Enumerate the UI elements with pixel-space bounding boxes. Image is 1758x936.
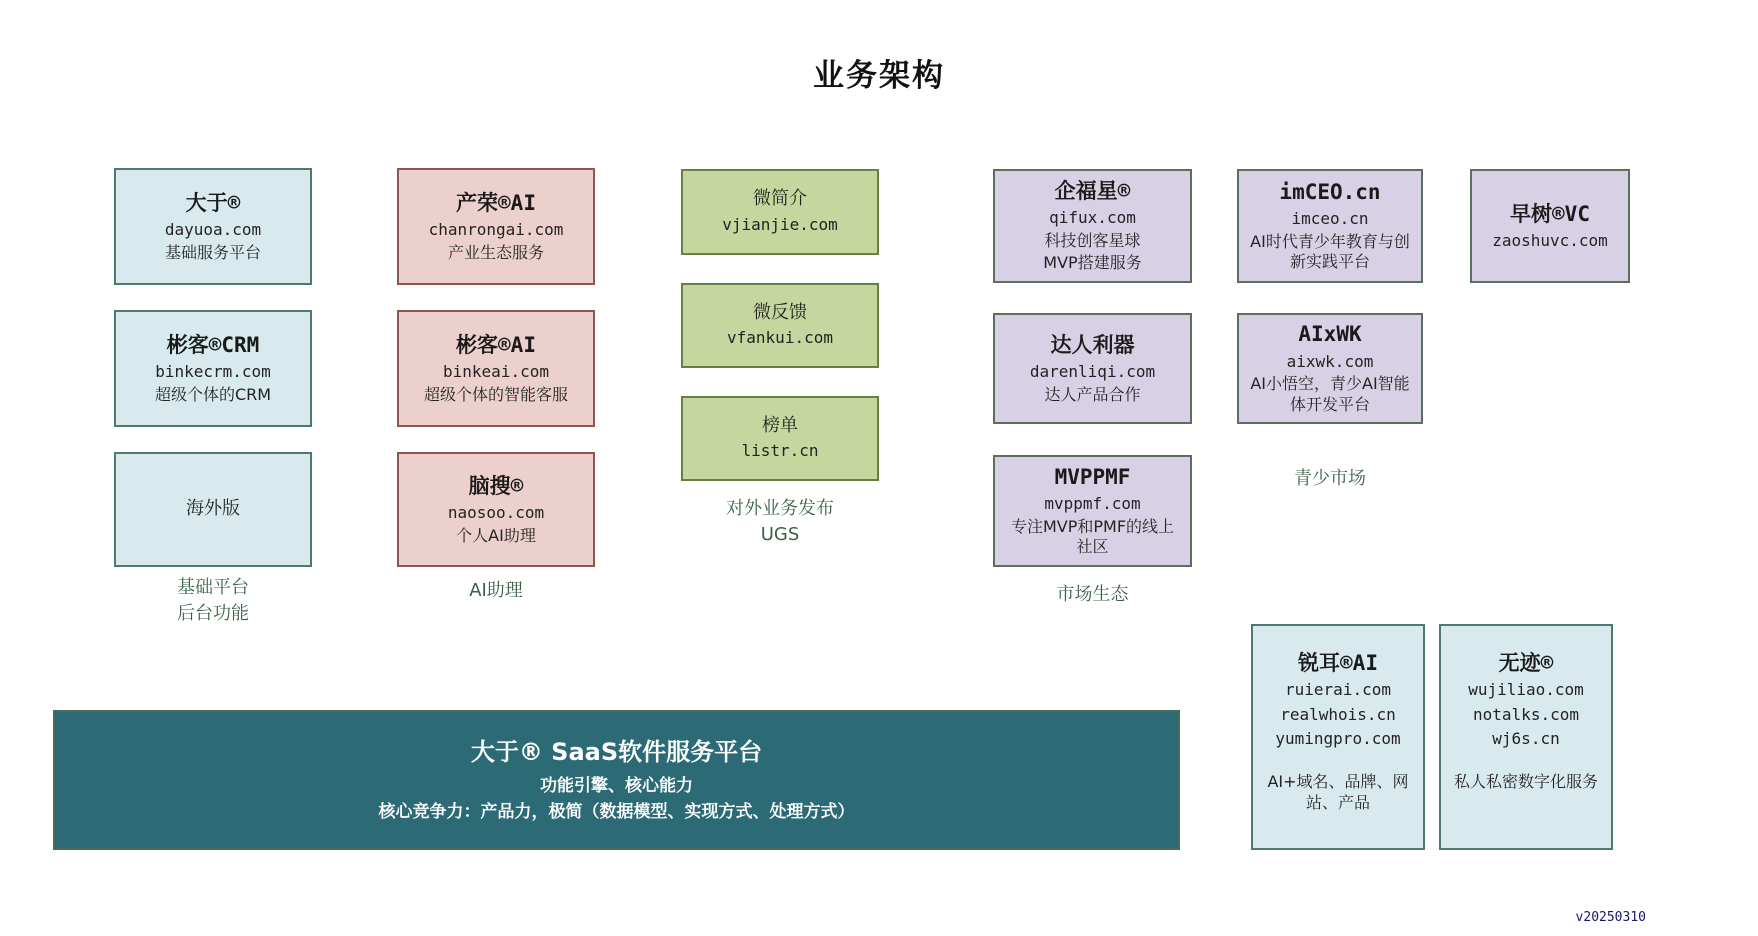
box-domain: imceo.cn	[1291, 209, 1369, 229]
box-subtitle: 功能引擎、核心能力	[540, 775, 693, 796]
box-title: 脑搜®	[468, 473, 524, 498]
box-vjianjie	[681, 169, 879, 255]
box-darenliqi	[993, 313, 1192, 424]
box-aixwk	[1237, 313, 1423, 424]
box-desc: AI时代青少年教育与创新实践平台	[1250, 231, 1410, 272]
box-desc: 专注MVP和PMF的线上社区	[1010, 516, 1175, 557]
diagram-title: 业务架构	[813, 58, 945, 94]
box-title: 达人利器	[1050, 332, 1135, 357]
box-desc: AI+域名、品牌、网站、产品	[1267, 772, 1409, 812]
group-label-youth-market	[1237, 466, 1423, 492]
box-desc: 达人产品合作	[1044, 384, 1141, 404]
box-domain: qifux.com	[1049, 208, 1136, 228]
box-desc-2: MVP搭建服务	[1043, 253, 1142, 273]
group-label-line: 后台功能	[177, 603, 249, 625]
box-dayu	[114, 168, 312, 285]
box-desc: 超级个体的智能客服	[423, 384, 568, 404]
box-desc: 基础服务平台	[164, 242, 261, 262]
box-domain: aixwk.com	[1286, 351, 1374, 371]
box-saas-platform	[53, 710, 1180, 850]
box-desc: AI小悟空，青少AI智能体开发平台	[1250, 374, 1410, 414]
box-desc: 个人AI助理	[456, 525, 536, 545]
version-stamp: v20250310	[1575, 910, 1646, 925]
box-domain: zaoshuvc.com	[1492, 230, 1608, 250]
box-domain: binkecrm.com	[155, 361, 271, 381]
group-label-line: 青少市场	[1294, 468, 1366, 489]
box-binkeai	[397, 310, 595, 427]
box-ruier	[1251, 624, 1425, 850]
box-title: 大于®	[185, 190, 241, 215]
box-domain: wj6s.cn	[1492, 729, 1560, 749]
box-listr	[681, 396, 879, 481]
box-desc: 产业生态服务	[447, 242, 544, 262]
group-label-line: AI助理	[469, 580, 523, 601]
box-binkecrm	[114, 310, 312, 427]
box-title: 彬客®AI	[456, 332, 536, 357]
group-label-ai-assistant	[397, 578, 595, 604]
box-domain: listr.cn	[741, 441, 819, 461]
box-domain: mvppmf.com	[1044, 494, 1141, 514]
box-title: imCEO.cn	[1279, 179, 1381, 204]
box-qifux	[993, 169, 1192, 283]
box-title: 榜单	[762, 414, 798, 436]
box-domain: realwhois.cn	[1280, 704, 1396, 724]
box-title: 微简介	[753, 188, 807, 210]
box-domain: yumingpro.com	[1275, 729, 1401, 749]
box-naosoo	[397, 452, 595, 567]
box-domain: binkeai.com	[443, 361, 549, 381]
box-title: MVPPMF	[1054, 464, 1131, 489]
box-domain: chanrongai.com	[428, 219, 564, 239]
box-overseas	[114, 452, 312, 567]
box-domain: notalks.com	[1473, 704, 1579, 724]
group-label-line: 对外业务发布	[726, 498, 834, 519]
box-domain: dayuoa.com	[164, 219, 262, 239]
box-title: 大于® SaaS软件服务平台	[470, 738, 763, 767]
box-title: 早树®VC	[1510, 201, 1590, 226]
box-domain: naosoo.com	[447, 502, 545, 522]
box-vfankui	[681, 283, 879, 368]
box-title: 锐耳®AI	[1298, 651, 1378, 675]
box-domain: vjianjie.com	[722, 214, 838, 234]
box-domain: ruierai.com	[1285, 680, 1391, 700]
box-imceo	[1237, 169, 1423, 283]
box-title: 微反馈	[753, 301, 807, 323]
box-desc: 超级个体的CRM	[154, 384, 272, 404]
box-domain: vfankui.com	[727, 328, 833, 348]
group-label-line: 市场生态	[1056, 584, 1129, 605]
box-title: AIxWK	[1298, 322, 1362, 347]
group-label-external-publish	[681, 496, 879, 548]
box-domain: darenliqi.com	[1029, 361, 1156, 381]
group-label-line: UGS	[760, 524, 800, 546]
box-chanrongai	[397, 168, 595, 285]
box-title: 企福星®	[1054, 178, 1131, 203]
group-label-market-ecosystem	[993, 582, 1192, 608]
box-zaoshu	[1470, 169, 1630, 283]
box-domain: wujiliao.com	[1468, 680, 1584, 700]
box-title: 产荣®AI	[456, 190, 536, 215]
box-title: 彬客®CRM	[166, 332, 260, 357]
box-desc: 科技创客星球	[1044, 230, 1141, 250]
box-mvppmf	[993, 455, 1192, 567]
box-title: 海外版	[186, 498, 240, 520]
box-subtitle-2: 核心竞争力：产品力，极简（数据模型、实现方式、处理方式）	[378, 801, 855, 822]
group-label-base-platform	[114, 575, 312, 627]
box-desc: 私人私密数字化服务	[1453, 772, 1598, 792]
group-label-line: 基础平台	[177, 577, 249, 598]
box-wuji	[1439, 624, 1613, 850]
box-title: 无迹®	[1498, 651, 1554, 675]
